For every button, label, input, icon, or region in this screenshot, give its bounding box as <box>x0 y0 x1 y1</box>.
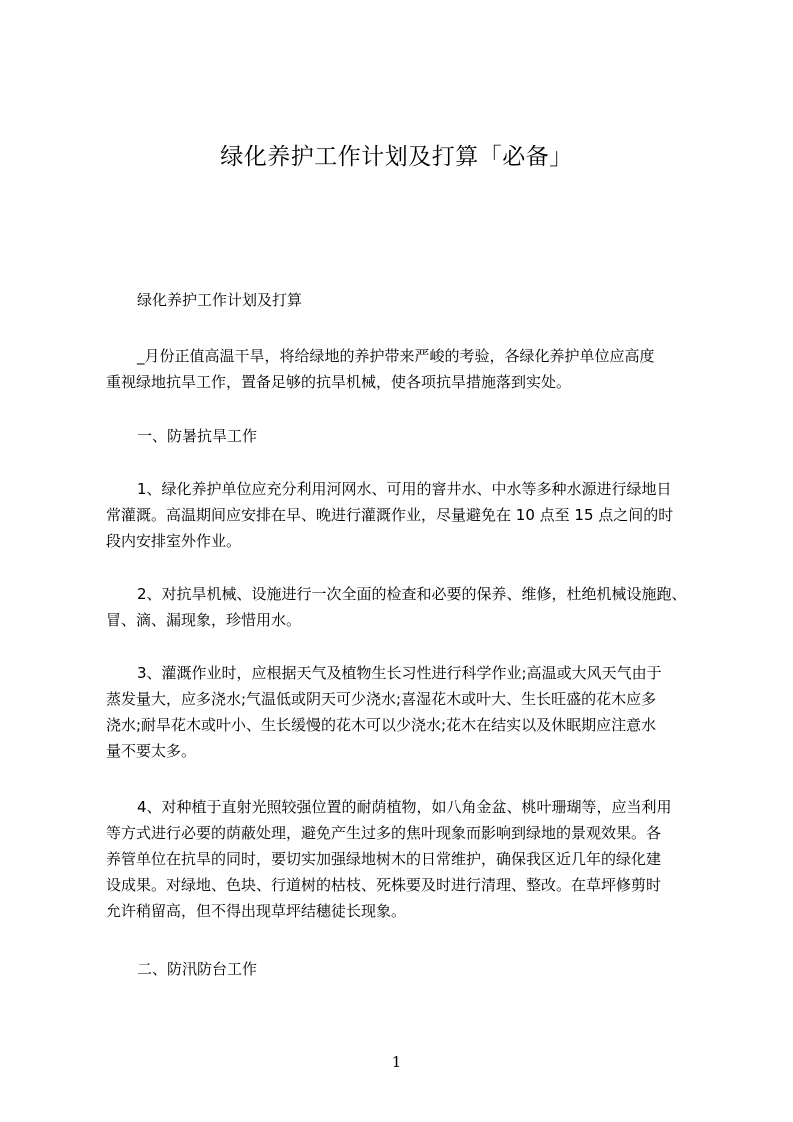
paragraph-line: 段内安排室外作业。 <box>106 532 242 550</box>
paragraph-line: 设成果。对绿地、色块、行道树的枯枝、死株要及时进行清理、整改。在草坪修剪时 <box>106 876 662 894</box>
paragraph-line: 冒、滴、漏现象，珍惜用水。 <box>106 611 302 629</box>
item-1-paragraph <box>106 476 728 554</box>
item-4-paragraph <box>106 794 728 924</box>
document-subtitle: 绿化养护工作计划及打算 <box>137 291 303 309</box>
section-heading-2-block <box>106 956 728 982</box>
section-heading-1-block <box>106 423 728 449</box>
item-2-paragraph <box>106 581 728 633</box>
section-heading: 二、防汛防台工作 <box>137 960 258 978</box>
intro-paragraph <box>106 343 728 395</box>
paragraph-line: _月份正值高温干旱，将给绿地的养护带来严峻的考验，各绿化养护单位应高度 <box>137 347 655 365</box>
paragraph-line: 养管单位在抗旱的同时，要切实加强绿地树木的日常维护，确保我区近几年的绿化建 <box>106 850 662 868</box>
paragraph-line: 4、对种植于直射光照较强位置的耐荫植物，如八角金盆、桃叶珊瑚等，应当利用 <box>137 798 672 816</box>
paragraph-line: 2、对抗旱机械、设施进行一次全面的检查和必要的保养、维修，杜绝机械设施跑、 <box>137 585 687 603</box>
subtitle-block <box>106 287 728 313</box>
paragraph-line: 重视绿地抗旱工作，置备足够的抗旱机械，使各项抗旱措施落到实处。 <box>106 373 572 391</box>
item-3-paragraph <box>106 660 728 764</box>
paragraph-line: 允许稍留高，但不得出现草坪结穗徒长现象。 <box>106 902 407 920</box>
page-number: 1 <box>391 1053 402 1071</box>
paragraph-line: 量不要太多。 <box>106 742 197 760</box>
paragraph-line: 浇水;耐旱花木或叶小、生长缓慢的花木可以少浇水;花木在结实以及休眠期应注意水 <box>106 716 657 734</box>
paragraph-line: 蒸发量大，应多浇水;气温低或阴天可少浇水;喜湿花木或叶大、生长旺盛的花木应多 <box>106 690 657 708</box>
section-heading: 一、防暑抗旱工作 <box>137 427 258 445</box>
paragraph-line: 3、灌溉作业时，应根据天气及植物生长习性进行科学作业;高温或大风天气由于 <box>137 664 662 682</box>
paragraph-line: 等方式进行必要的荫蔽处理，避免产生过多的焦叶现象而影响到绿地的景观效果。各 <box>106 824 662 842</box>
paragraph-line: 1、绿化养护单位应充分利用河网水、可用的窨井水、中水等多种水源进行绿地日 <box>137 480 672 498</box>
document-title: 绿化养护工作计划及打算「必备」 <box>220 144 573 170</box>
paragraph-line: 常灌溉。高温期间应安排在早、晚进行灌溉作业，尽量避免在 10 点至 15 点之间的时 <box>106 506 674 524</box>
